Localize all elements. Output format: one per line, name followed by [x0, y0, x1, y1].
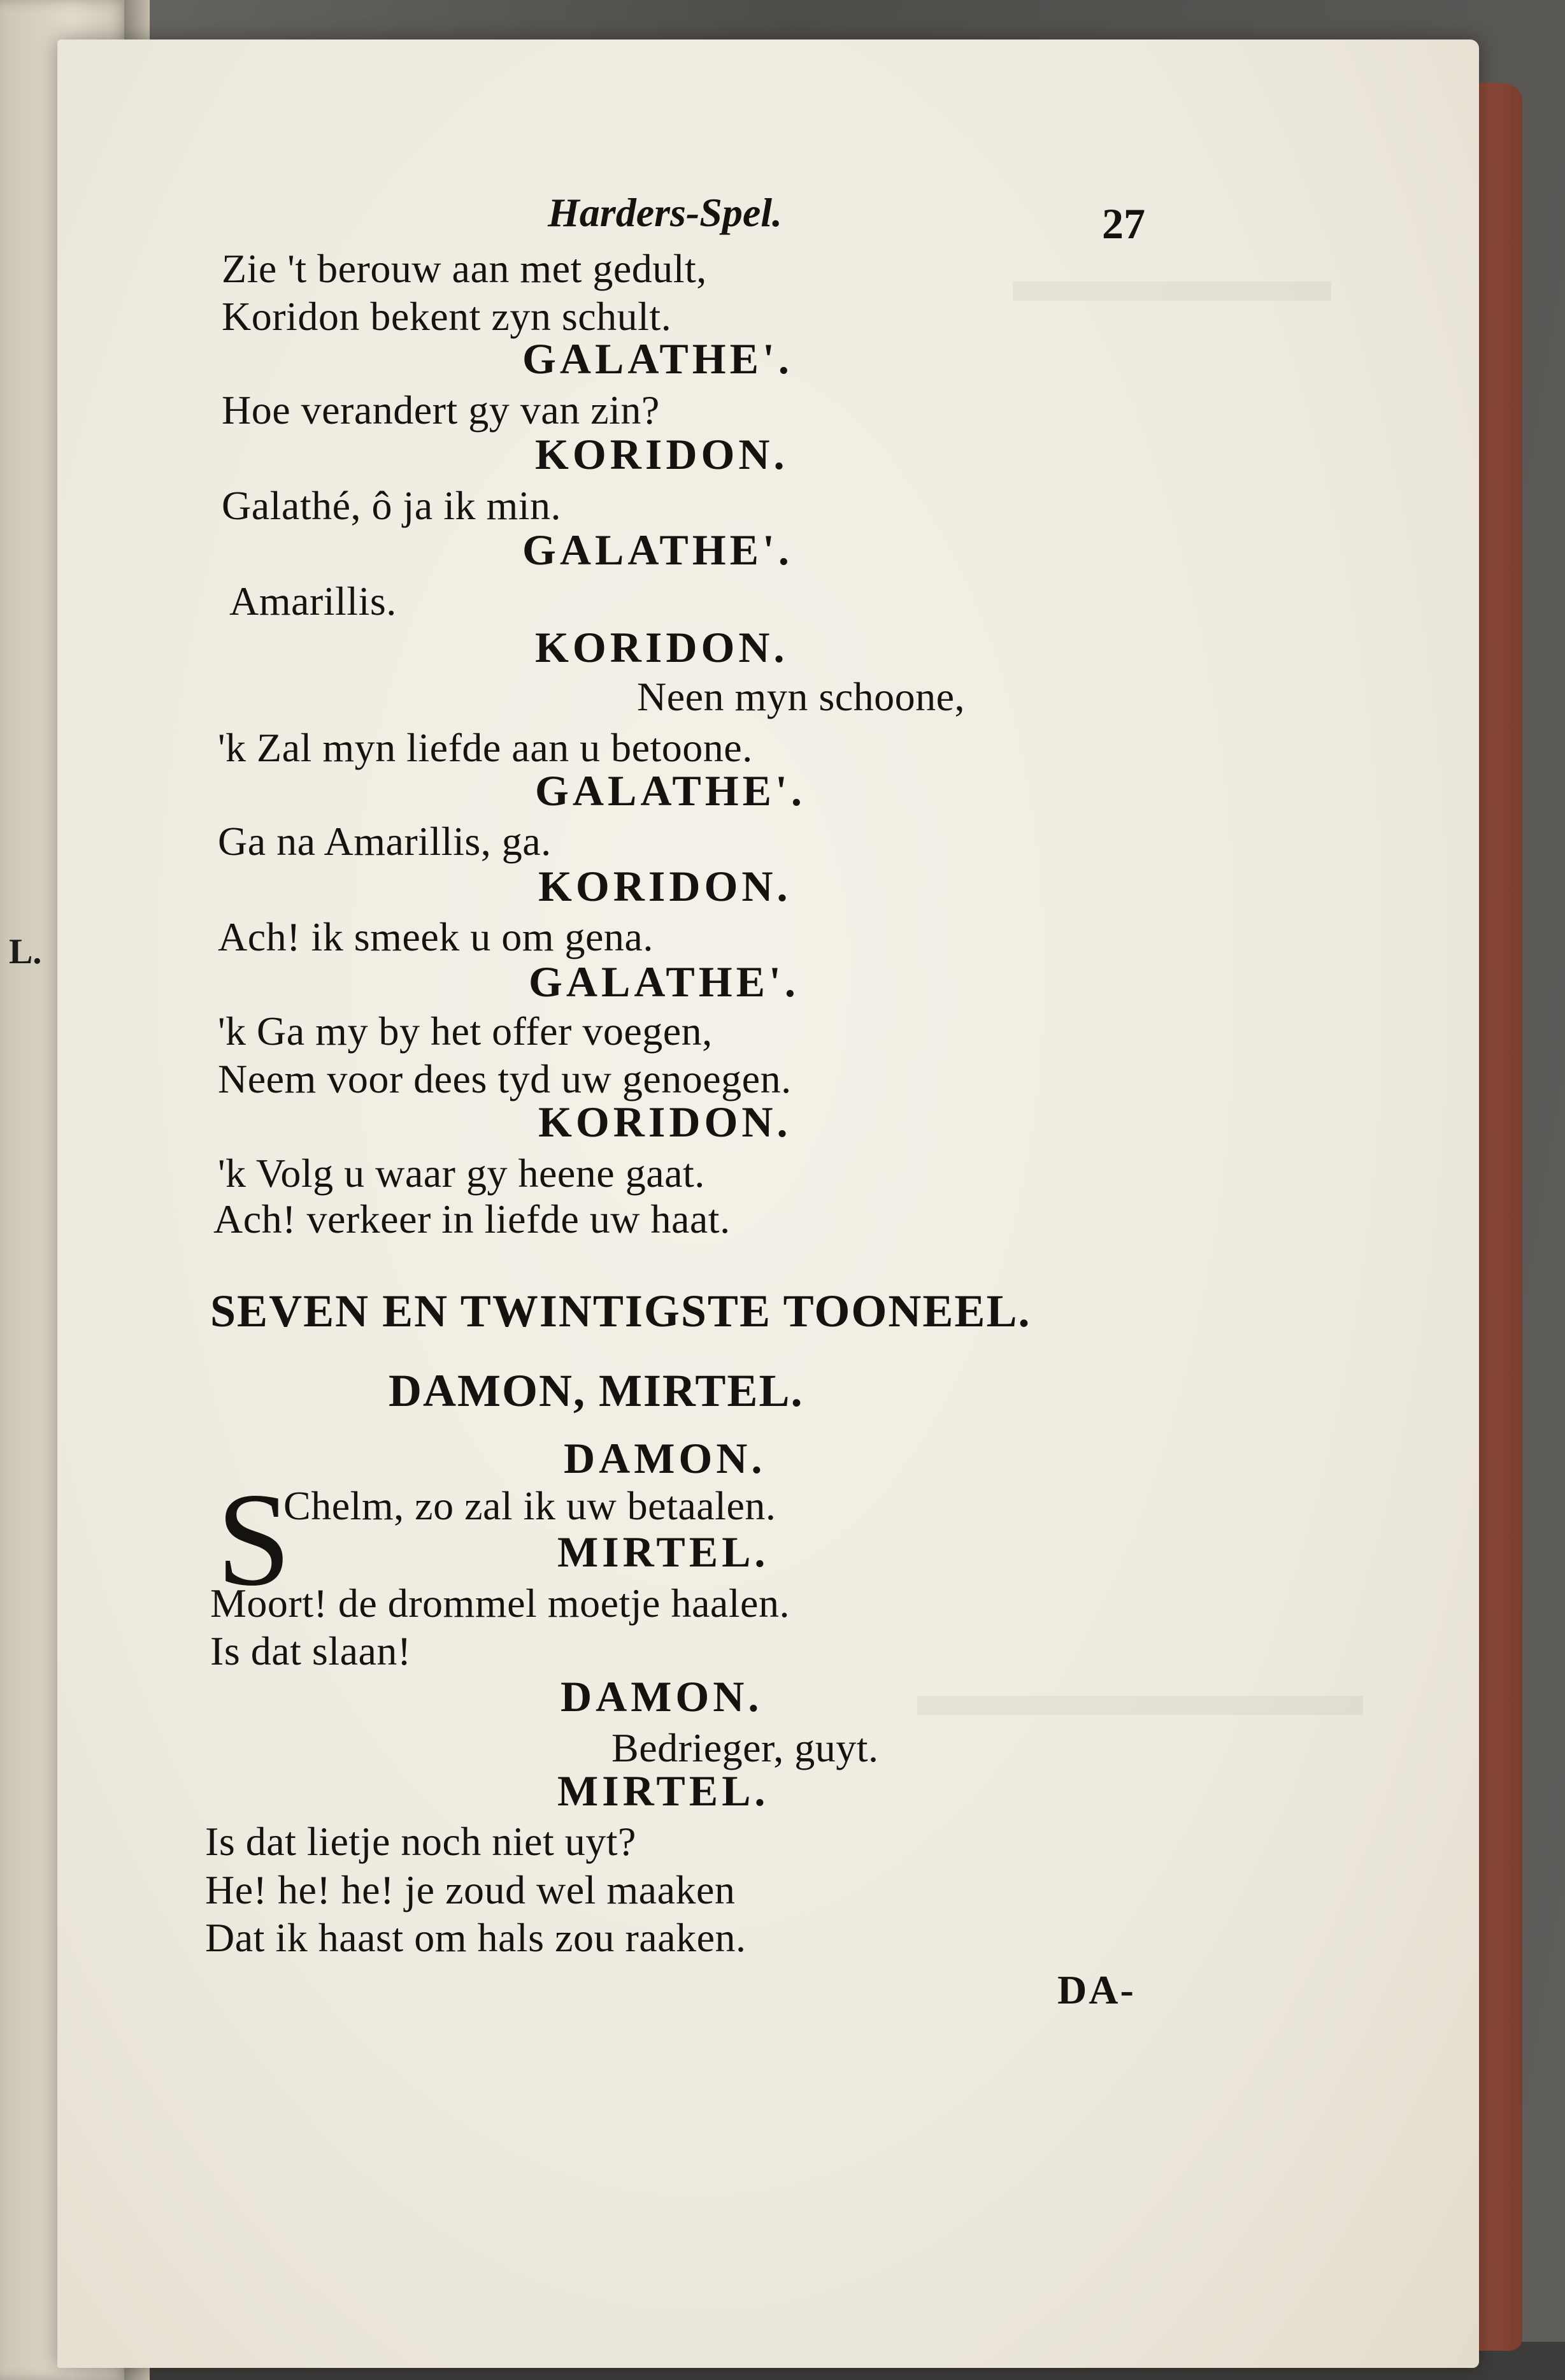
verse-line: Dat ik haast om hals zou raaken. — [205, 1915, 747, 1960]
speaker-name: MIRTEL. — [557, 1767, 769, 1815]
verse-line: Koridon bekent zyn schult. — [222, 294, 672, 339]
book-page — [57, 39, 1479, 2368]
speaker-name: MIRTEL. — [557, 1528, 769, 1576]
running-head: Harders-Spel. — [548, 190, 782, 235]
scene-heading: SEVEN EN TWINTIGSTE TOONEEL. — [210, 1286, 1031, 1337]
verse-line: Neen myn schoone, — [637, 674, 966, 719]
verse-line: Moort! de drommel moetje haalen. — [210, 1581, 790, 1626]
left-page-mark: L. — [9, 932, 42, 971]
verse-line: Ach! ik smeek u om gena. — [218, 914, 654, 959]
verse-line: He! he! he! je zoud wel maaken — [205, 1867, 736, 1912]
verse-line: Zie 't berouw aan met gedult, — [222, 246, 707, 291]
verse-line: Is dat slaan! — [210, 1628, 411, 1674]
speaker-name: KORIDON. — [538, 862, 792, 910]
scene-characters: DAMON, MIRTEL. — [389, 1365, 804, 1416]
verse-line: 'k Ga my by het offer voegen, — [218, 1008, 713, 1054]
speaker-name: KORIDON. — [538, 1098, 792, 1146]
show-through-shadow — [917, 1696, 1363, 1715]
verse-line: Ach! verkeer in liefde uw haat. — [213, 1196, 731, 1242]
speaker-name: DAMON. — [561, 1672, 763, 1721]
verse-line: Is dat lietje noch niet uyt? — [205, 1819, 636, 1864]
verse-line: Hoe verandert gy van zin? — [222, 387, 660, 433]
verse-line: Galathé, ô ja ik min. — [222, 483, 562, 528]
speaker-name: GALATHE'. — [535, 766, 806, 815]
speaker-name: GALATHE'. — [522, 334, 793, 383]
verse-line: Ga na Amarillis, ga. — [218, 819, 552, 864]
speaker-name: GALATHE'. — [529, 957, 799, 1006]
verse-line: 'k Zal myn liefde aan u betoone. — [218, 725, 753, 770]
speaker-name: KORIDON. — [535, 623, 789, 671]
speaker-name: GALATHE'. — [522, 526, 793, 574]
speaker-name: DAMON. — [564, 1434, 766, 1482]
speaker-name: KORIDON. — [535, 430, 789, 478]
drop-capital: S — [217, 1466, 291, 1614]
verse-line: 'k Volg u waar gy heene gaat. — [218, 1151, 705, 1196]
catchword: DA- — [1057, 1967, 1136, 2012]
page-number: 27 — [1102, 199, 1145, 248]
verse-line: Neem voor dees tyd uw genoegen. — [218, 1056, 792, 1101]
verse-line: Bedrieger, guyt. — [611, 1725, 879, 1770]
verse-line: Amarillis. — [229, 578, 397, 624]
show-through-shadow — [1013, 282, 1331, 301]
verse-line: Chelm, zo zal ik uw betaalen. — [283, 1483, 776, 1528]
